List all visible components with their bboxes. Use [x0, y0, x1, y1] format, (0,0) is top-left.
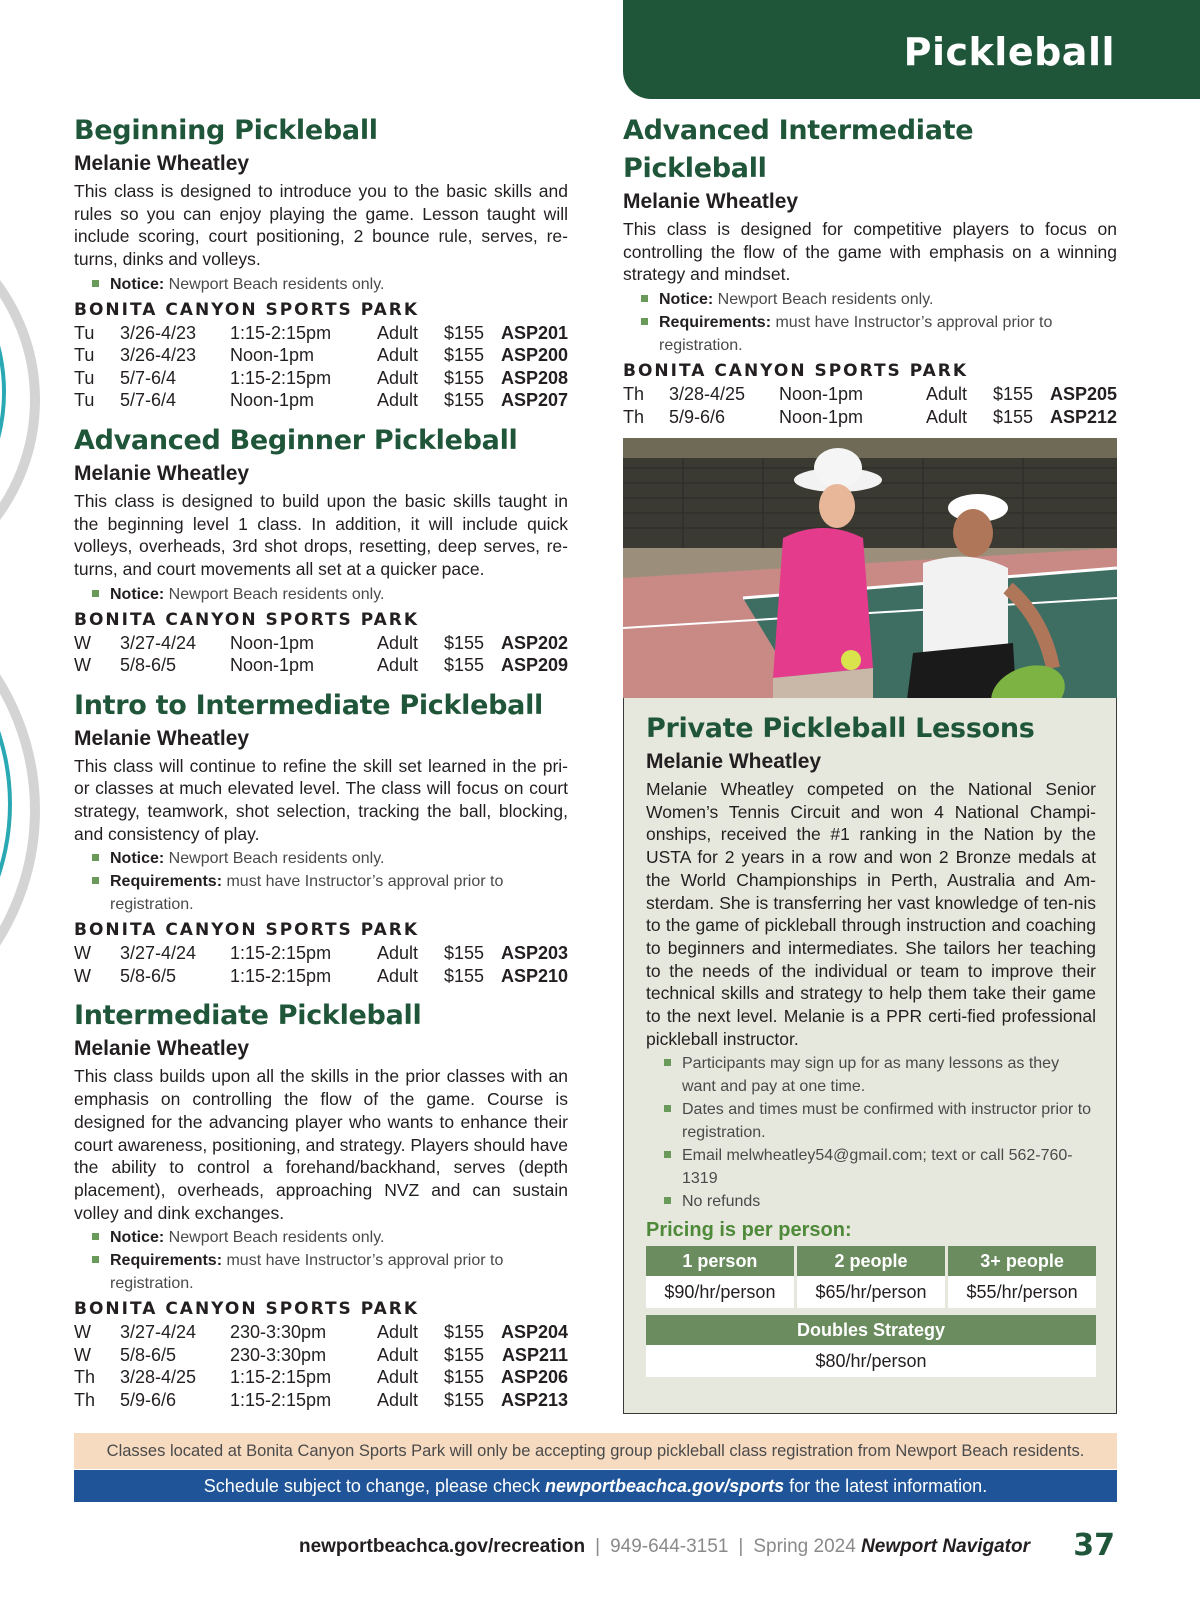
note-item [92, 1226, 568, 1249]
note-item [92, 273, 568, 296]
footer-phone: 949-644-3151 [610, 1536, 729, 1557]
session-age: Adult [377, 1344, 419, 1365]
instructor-name: Melanie Wheatley [623, 190, 799, 213]
residents-notice-bar: Classes located at Bonita Canyon Sports Park will only be accepting group pickleball class registration from Newport Beach residents. [74, 1433, 1117, 1469]
session-fee: $155 [993, 384, 1034, 405]
schedule-row [74, 965, 568, 988]
session-dates: 3/27-4/24 [120, 632, 197, 653]
session-code: ASP205 [1049, 384, 1117, 405]
course-description: This class is designed for competitive players to focus on controlling the flow of the game with emphasis on a winning strategy and mindset. [623, 219, 1117, 285]
price-header: 3+ people [947, 1246, 1096, 1276]
schedule-prefix: Schedule subject to change, please check [203, 1476, 546, 1496]
session-fee: $155 [444, 367, 485, 388]
session-code: ASP202 [500, 632, 568, 653]
decorative-arc [0, 200, 40, 600]
session-age: Adult [377, 345, 419, 366]
pickleball-photo [623, 438, 1117, 730]
section-title: Pickleball [903, 30, 1115, 74]
note-label: Requirements: [110, 873, 223, 891]
session-time: 1:15-2:15pm [230, 965, 332, 986]
bullet-icon [92, 1233, 99, 1240]
course-section [74, 422, 568, 677]
session-day: Tu [74, 322, 95, 343]
session-age: Adult [377, 1367, 419, 1388]
location-name: BONITA CANYON SPORTS PARK [74, 299, 420, 320]
session-day: Tu [74, 367, 95, 388]
bullet-icon [92, 854, 99, 861]
left-column [74, 112, 568, 1421]
note-text: must have Instructor’s approval prior to registration. [659, 314, 1053, 355]
session-time: 1:15-2:15pm [230, 322, 332, 343]
course-description: Melanie Wheatley competed on the National Senior Women’s Tennis Circuit and won 4 National Champi-onships, received the #1 ranking in the Nation by the USTA for 2 years in a row and won 2 Bronze medals at the World Championships in Perth, Australia and Am-sterdam. She is transferring her vast knowledge of ten-nis to the game of pickleball through instruction and coaching to beginners and intermediates. She tailors her teaching to the needs of the individual or team to improve their technical skills and strategy to help them take their game to the next level. Melanie is a PPR certi-fied professional pickleball instructor. [646, 779, 1096, 1049]
session-age: Adult [926, 406, 968, 427]
session-dates: 3/28-4/25 [669, 384, 746, 405]
pricing-title: Pricing is per person: [646, 1219, 852, 1242]
schedule-table [623, 383, 1117, 428]
session-day: Tu [74, 345, 95, 366]
lesson-bullet-text: Participants may sign up for as many lessons as they want and pay at one time. [682, 1055, 1060, 1096]
session-time: Noon-1pm [230, 390, 315, 411]
session-dates: 5/7-6/4 [120, 390, 177, 411]
price-value: $65/hr/person [795, 1276, 946, 1308]
session-time: Noon-1pm [779, 384, 864, 405]
session-time: 230-3:30pm [230, 1344, 327, 1365]
course-notes [623, 288, 1117, 357]
course-section [74, 112, 568, 412]
footer-separator: | [595, 1536, 601, 1557]
course-section [74, 687, 568, 988]
session-age: Adult [377, 1322, 419, 1343]
course-title: Beginning Pickleball [74, 115, 378, 146]
note-item [92, 583, 568, 606]
course-notes [74, 583, 568, 606]
note-text: Newport Beach residents only. [164, 1229, 385, 1247]
session-age: Adult [377, 943, 419, 964]
session-age: Adult [377, 390, 419, 411]
instructor-name: Melanie Wheatley [646, 750, 822, 773]
schedule-row [74, 1389, 568, 1412]
footer-site-link[interactable]: newportbeachca.gov/recreation [298, 1536, 586, 1557]
course-description: This class builds upon all the skills in the prior classes with an emphasis on controlling the flow of the game. Course is designed for the advancing player who wants to enhance their court awareness, positioning, and strategy. Players should have the ability to control a forehand/backhand, serves (depth placement), overheads, approaching NVZ and can sustain volley and dink exchanges. [74, 1066, 568, 1223]
bullet-icon [664, 1151, 671, 1158]
session-day: W [74, 1344, 91, 1365]
lesson-bullet-text: Email melwheatley54@gmail.com; text or call 562-760-1319 [682, 1147, 1073, 1188]
session-fee: $155 [444, 1367, 485, 1388]
session-day: Th [623, 406, 645, 427]
doubles-value: $80/hr/person [646, 1345, 1096, 1377]
session-dates: 5/9-6/6 [669, 406, 726, 427]
session-day: W [74, 632, 91, 653]
session-age: Adult [377, 965, 419, 986]
decorative-arc [0, 570, 12, 1038]
bullet-icon [664, 1197, 671, 1204]
session-fee: $155 [444, 632, 485, 653]
course-notes [74, 847, 568, 916]
session-code: ASP206 [500, 1367, 568, 1388]
session-age: Adult [377, 655, 419, 676]
note-text: Newport Beach residents only. [164, 275, 385, 293]
session-code: ASP200 [500, 345, 568, 366]
session-day: Th [74, 1389, 96, 1410]
session-age: Adult [377, 632, 419, 653]
lesson-bullet [664, 1190, 1096, 1213]
session-code: ASP212 [1049, 406, 1117, 427]
schedule-table [74, 632, 568, 677]
session-fee: $155 [993, 406, 1034, 427]
course-section [74, 997, 568, 1411]
lesson-bullet-text: Dates and times must be confirmed with instructor prior to registration. [682, 1101, 1092, 1142]
lesson-bullet [664, 1052, 1096, 1098]
session-age: Adult [377, 1389, 419, 1410]
session-dates: 3/26-4/23 [120, 322, 197, 343]
footer-season: Spring 2024 [753, 1536, 856, 1557]
bullet-icon [664, 1059, 671, 1066]
note-text: Newport Beach residents only. [713, 291, 934, 309]
note-label: Notice: [110, 850, 165, 868]
session-fee: $155 [444, 1344, 485, 1365]
instructor-name: Melanie Wheatley [74, 461, 250, 485]
course-notes [74, 273, 568, 296]
session-code: ASP203 [500, 943, 568, 964]
session-code: ASP207 [500, 390, 568, 411]
session-age: Adult [377, 367, 419, 388]
course-title: Private Pickleball Lessons [646, 713, 1035, 744]
page-number: 37 [1073, 1528, 1115, 1563]
footer-magazine: Newport Navigator [861, 1536, 1030, 1557]
session-day: Th [74, 1367, 96, 1388]
note-label: Requirements: [659, 314, 772, 332]
course-notes [74, 1226, 568, 1295]
decorative-arc [0, 208, 6, 576]
schedule-row [74, 344, 568, 367]
instructor-name: Melanie Wheatley [74, 152, 250, 175]
session-fee: $155 [444, 943, 485, 964]
session-time: Noon-1pm [230, 345, 315, 366]
schedule-table [74, 942, 568, 987]
price-header: 2 people [795, 1246, 946, 1276]
session-age: Adult [926, 384, 968, 405]
course-section [623, 112, 1117, 428]
price-value: $90/hr/person [646, 1276, 795, 1308]
note-item [641, 311, 1117, 357]
pricing-table [646, 1246, 1096, 1308]
schedule-row [74, 632, 568, 655]
schedule-notice-bar [74, 1470, 1117, 1502]
session-time: 1:15-2:15pm [230, 1389, 332, 1410]
note-item [92, 1249, 568, 1295]
note-item [92, 847, 568, 870]
bullet-icon [92, 1256, 99, 1263]
note-item [641, 288, 1117, 311]
schedule-row [74, 654, 568, 677]
session-time: Noon-1pm [779, 406, 864, 427]
session-time: Noon-1pm [230, 632, 315, 653]
note-label: Notice: [659, 291, 714, 309]
session-time: Noon-1pm [230, 655, 315, 676]
session-dates: 5/7-6/4 [120, 367, 177, 388]
session-dates: 3/27-4/24 [120, 943, 197, 964]
note-label: Notice: [110, 585, 165, 603]
doubles-header: Doubles Strategy [646, 1315, 1096, 1345]
note-text: must have Instructor’s approval prior to registration. [110, 873, 504, 914]
session-fee: $155 [444, 345, 485, 366]
location-name: BONITA CANYON SPORTS PARK [74, 1299, 420, 1320]
schedule-table [74, 322, 568, 412]
session-day: W [74, 943, 91, 964]
lesson-bullet-text: No refunds [682, 1193, 761, 1211]
session-dates: 3/28-4/25 [120, 1367, 197, 1388]
footer-separator: | [738, 1536, 744, 1557]
session-code: ASP201 [500, 322, 568, 343]
page-footer [0, 1528, 1200, 1568]
course-description: This class is designed to build upon the basic skills taught in the beginning level 1 class. In addition, it will include quick volleys, overheads, 3rd shot drops, resetting, deep serves, re-turns, and court movements all set at a quicker pace. [74, 490, 568, 579]
lesson-bullet [664, 1098, 1096, 1144]
instructor-name: Melanie Wheatley [74, 726, 250, 750]
course-title: Advanced Intermediate Pickleball [623, 115, 974, 184]
session-day: Th [623, 384, 645, 405]
session-dates: 5/9-6/6 [120, 1389, 177, 1410]
note-label: Requirements: [110, 1252, 223, 1270]
bullet-icon [641, 295, 648, 302]
session-fee: $155 [444, 1389, 485, 1410]
session-age: Adult [377, 322, 419, 343]
note-label: Notice: [110, 1229, 165, 1247]
lesson-notes [646, 1052, 1096, 1213]
schedule-table [74, 1321, 568, 1411]
session-time: 1:15-2:15pm [230, 1367, 332, 1388]
schedule-suffix: for the latest information. [784, 1476, 988, 1496]
schedule-row [74, 1366, 568, 1389]
schedule-row [74, 1344, 568, 1367]
lesson-bullet [664, 1144, 1096, 1190]
bullet-icon [664, 1105, 671, 1112]
footer-text [299, 1536, 1030, 1558]
private-lessons-box [623, 698, 1117, 1414]
price-value: $55/hr/person [947, 1276, 1096, 1308]
session-fee: $155 [444, 655, 485, 676]
session-dates: 3/26-4/23 [120, 345, 197, 366]
session-day: Tu [74, 390, 95, 411]
session-code: ASP209 [500, 655, 568, 676]
right-column [623, 112, 1117, 730]
session-day: W [74, 965, 91, 986]
course-title: Intro to Intermediate Pickleball [74, 689, 543, 721]
note-label: Notice: [110, 275, 165, 293]
bullet-icon [641, 318, 648, 325]
session-fee: $155 [444, 1322, 485, 1343]
session-dates: 3/27-4/24 [120, 1322, 197, 1343]
schedule-row [74, 367, 568, 390]
session-code: ASP213 [500, 1389, 568, 1410]
price-header: 1 person [646, 1246, 795, 1276]
section-header [623, 0, 1200, 99]
course-description: This class will continue to refine the skill set learned in the pri-or classes at much elevated level. The class will focus on court strategy, teamwork, shot selection, tracking the ball, blocking, and consistency of play. [74, 755, 568, 844]
session-code: ASP204 [500, 1322, 568, 1343]
session-dates: 5/8-6/5 [120, 1344, 177, 1365]
session-time: 230-3:30pm [230, 1322, 327, 1343]
instructor-name: Melanie Wheatley [74, 1037, 250, 1061]
session-dates: 5/8-6/5 [120, 965, 177, 986]
session-code: ASP211 [501, 1344, 568, 1365]
bullet-icon [92, 877, 99, 884]
location-name: BONITA CANYON SPORTS PARK [74, 920, 420, 941]
session-day: W [74, 655, 91, 676]
bullet-icon [92, 590, 99, 597]
location-name: BONITA CANYON SPORTS PARK [623, 361, 969, 382]
bullet-icon [92, 280, 99, 287]
session-dates: 5/8-6/5 [120, 655, 177, 676]
course-title: Advanced Beginner Pickleball [74, 424, 518, 456]
location-name: BONITA CANYON SPORTS PARK [74, 609, 420, 630]
note-text: Newport Beach residents only. [164, 585, 385, 603]
session-fee: $155 [444, 390, 485, 411]
session-day: W [74, 1322, 91, 1343]
course-description: This class is designed to introduce you to the basic skills and rules so you can enjoy playing the game. Lesson taught will include scoring, court positioning, 2 bounce rule, serves, re-turns, dinks and volleys. [74, 181, 568, 270]
session-time: 1:15-2:15pm [230, 943, 332, 964]
schedule-row [74, 1321, 568, 1344]
session-fee: $155 [444, 965, 485, 986]
schedule-row [623, 383, 1117, 406]
schedule-row [74, 322, 568, 345]
session-fee: $155 [444, 322, 485, 343]
sports-link[interactable]: newportbeachca.gov/sports [545, 1476, 785, 1496]
schedule-row [623, 406, 1117, 429]
doubles-pricing-table [646, 1315, 1096, 1377]
schedule-row [74, 942, 568, 965]
course-title: Intermediate Pickleball [74, 1000, 422, 1032]
note-text: Newport Beach residents only. [164, 850, 385, 868]
schedule-row [74, 389, 568, 412]
note-text: must have Instructor’s approval prior to registration. [110, 1252, 504, 1293]
session-code: ASP208 [500, 367, 568, 388]
session-time: 1:15-2:15pm [230, 367, 332, 388]
session-code: ASP210 [500, 965, 568, 986]
note-item [92, 870, 568, 916]
